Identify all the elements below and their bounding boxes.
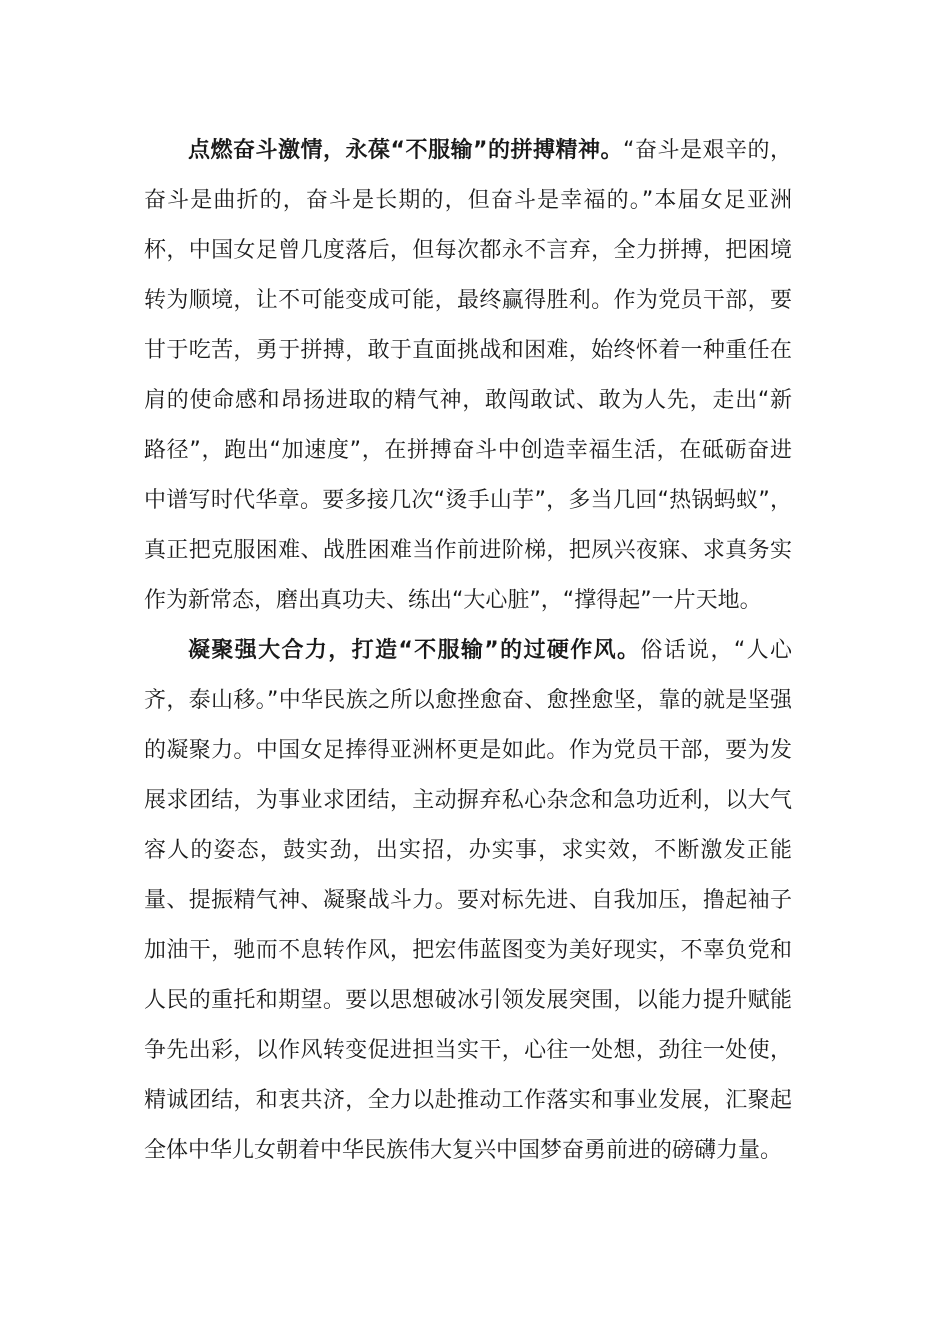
paragraph-body: “奋斗是艰辛的，奋斗是曲折的，奋斗是长期的，但奋斗是幸福的。”本届女足亚洲杯，中国女足曾几度落后，但每次都永不言弃，全力拼搏，把困境转为顺境，让不可能变成可能，最终赢得胜利。作为党员干部，要甘于吃苦，勇于拼搏，敢于直面挑战和困难，始终怀着一种重任在肩的使命感和昂扬进取的精气神，敢闯敢试、敢为人先，走出“新路径”，跑出“加速度”，在拼搏奋斗中创造幸福生活，在砥砺奋进中谱写时代华章。要多接几次“烫手山芋”，多当几回“热锅蚂蚁”，真正把克服困难、战胜困难当作前进阶梯，把夙兴夜寐、求真务实作为新常态，磨出真功夫、练出“大心脏”，“撑得起”一片天地。	[144, 138, 792, 613]
paragraph-perseverance	[144, 126, 792, 626]
paragraph-unity	[144, 626, 792, 1176]
paragraph-body: 俗话说，“人心齐，泰山移。”中华民族之所以愈挫愈奋、愈挫愈坚，靠的就是坚强的凝聚力。中国女足捧得亚洲杯更是如此。作为党员干部，要为发展求团结，为事业求团结，主动摒弃私心杂念和急功近利，以大气容人的姿态，鼓实劲，出实招，办实事，求实效，不断激发正能量、提振精气神、凝聚战斗力。要对标先进、自我加压，撸起袖子加油干，驰而不息转作风，把宏伟蓝图变为美好现实，不辜负党和人民的重托和期望。要以思想破冰引领发展突围，以能力提升赋能争先出彩，以作风转变促进担当实干，心往一处想，劲往一处使，精诚团结，和衷共济，全力以赴推动工作落实和事业发展，汇聚起全体中华儿女朝着中华民族伟大复兴中国梦奋勇前进的磅礴力量。	[144, 638, 792, 1163]
paragraph-heading: 点燃奋斗激情，永葆“不服输”的拼搏精神。	[188, 138, 624, 163]
paragraph-heading: 凝聚强大合力，打造“不服输”的过硬作风。	[188, 638, 641, 663]
